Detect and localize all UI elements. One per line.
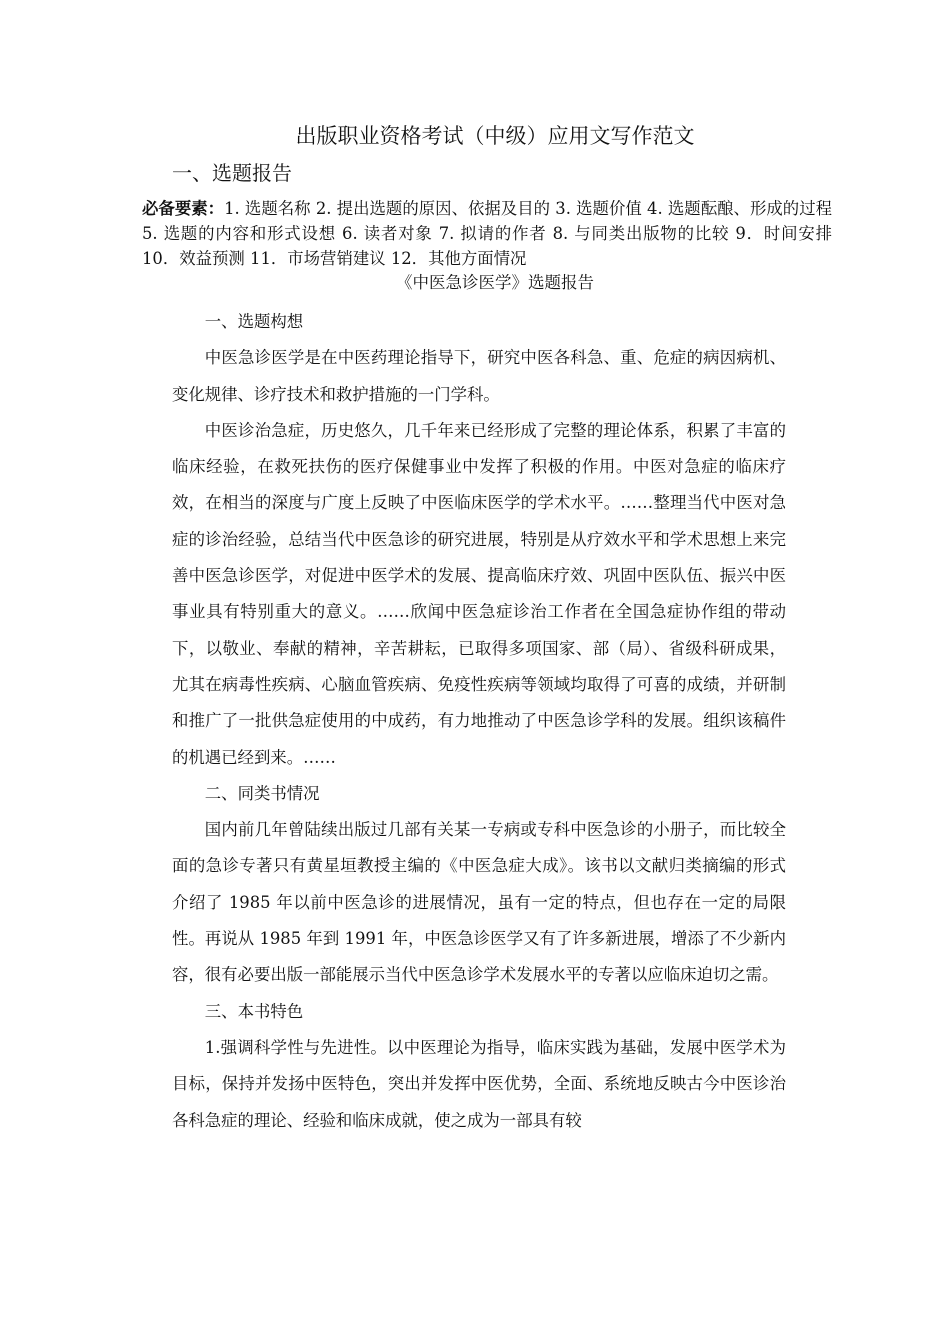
report-title: 《中医急诊医学》选题报告	[396, 273, 594, 292]
body-paragraph: 中医急诊医学是在中医药理论指导下，研究中医各科急、重、危症的病因病机、变化规律、诊疗技术和救护措施的一门学科。	[172, 348, 786, 404]
section-heading: 一、选题报告	[172, 161, 292, 185]
required-elements-text: 1. 选题名称 2. 提出选题的原因、依据及目的 3. 选题价值 4. 选题酝酿、形成的过程 5. 选题的内容和形式设想 6. 读者对象 7. 拟请的作者 8. 与同类出版物的比较 9．时间安排 10．效益预测 11．市场营销建议 12．其他方面情况	[142, 199, 832, 268]
subheading-concept: 一、选题构想	[204, 312, 304, 331]
document-title: 出版职业资格考试（中级）应用文写作范文	[295, 124, 695, 148]
body-paragraph: 中医诊治急症，历史悠久，几千年来已经形成了完整的理论体系，积累了丰富的临床经验，在救死扶伤的医疗保健事业中发挥了积极的作用。中医对急症的临床疗效，在相当的深度与广度上反映了中医临床医学的学术水平。……整理当代中医对急症的诊治经验，总结当代中医急诊的研究进展，特别是从疗效水平和学术思想上来完善中医急诊医学，对促进中医学术的发展、提高临床疗效、巩固中医队伍、振兴中医事业具有特别重大的意义。……欣闻中医急症诊治工作者在全国急症协作组的带动下，以敬业、奉献的精神，辛苦耕耘，已取得多项国家、部（局）、省级科研成果，尤其在病毒性疾病、心脑血管疾病、免疫性疾病等领域均取得了可喜的成绩，并研制和推广了一批供急症使用的中成药，有力地推动了中医急诊学科的发展。组织该稿件的机遇已经到来。……	[172, 420, 786, 767]
subheading-similar-books: 二、同类书情况	[204, 783, 320, 803]
required-elements-label: 必备要素：	[142, 199, 225, 218]
report-body	[172, 304, 786, 1139]
body-paragraph: 国内前几年曾陆续出版过几部有关某一专病或专科中医急诊的小册子，而比较全面的急诊专著只有黄星垣教授主编的《中医急症大成》。该书以文献归类摘编的形式介绍了 1985 年以前中医急诊的进展情况，虽有一定的特点，但也存在一定的局限性。再说从 1985 年到 1991 年，中医急诊医学又有了许多新进展，增添了不少新内容，很有必要出版一部能展示当代中医急诊学术发展水平的专著以应临床迫切之需。	[172, 820, 786, 985]
required-elements-paragraph	[142, 196, 832, 271]
body-paragraph: 1.强调科学性与先进性。以中医理论为指导，临床实践为基础，发展中医学术为目标，保持并发扬中医特色，突出并发挥中医优势，全面、系统地反映古今中医诊治各科急症的理论、经验和临床成就，使之成为一部具有较	[172, 1037, 786, 1130]
subheading-features: 三、本书特色	[204, 1001, 304, 1021]
